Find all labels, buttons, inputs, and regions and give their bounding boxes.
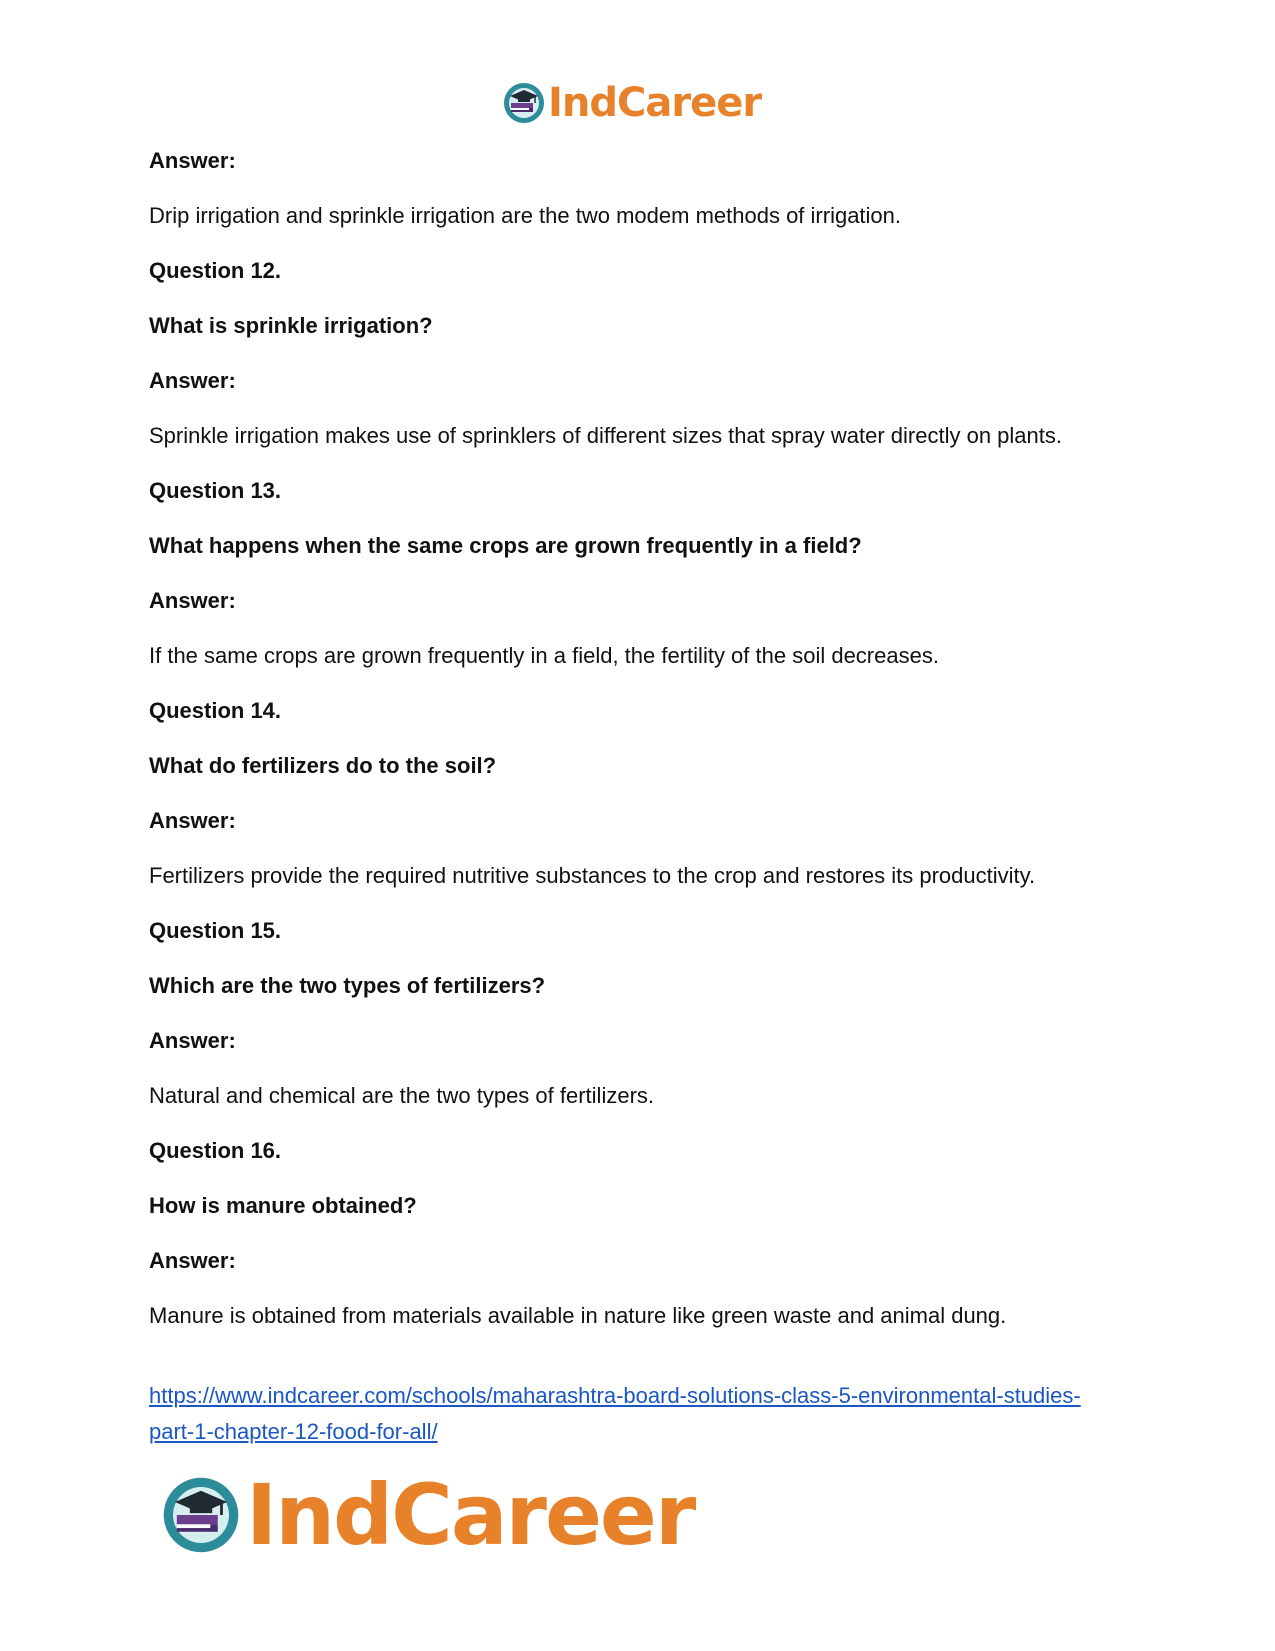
question-number: Question 16. [149, 1138, 282, 1163]
question-text: What do fertilizers do to the soil? [149, 753, 497, 778]
answer-label: Answer: [149, 808, 236, 833]
question-text: Which are the two types of fertilizers? [149, 973, 546, 998]
header-logo [502, 80, 761, 126]
document-body [149, 143, 1129, 1353]
question-text: How is manure obtained? [149, 1193, 417, 1218]
answer-text: Natural and chemical are the two types of fertilizers. [149, 1083, 655, 1108]
question-number: Question 15. [149, 918, 282, 943]
question-text: What is sprinkle irrigation? [149, 313, 433, 338]
source-link-block [149, 1378, 1129, 1450]
question-number: Question 13. [149, 478, 282, 503]
question-text: What happens when the same crops are grown frequently in a field? [149, 533, 862, 558]
answer-label: Answer: [149, 588, 236, 613]
answer-text: If the same crops are grown frequently in a field, the fertility of the soil decreases. [149, 643, 939, 668]
header-logo-text: IndCareer [548, 80, 762, 126]
question-number: Question 14. [149, 698, 282, 723]
logo-emblem-icon [160, 1474, 242, 1556]
answer-text: Sprinkle irrigation makes use of sprinklers of different sizes that spray water directly on plants. [149, 423, 1062, 448]
answer-label: Answer: [149, 1248, 236, 1273]
answer-text: Fertilizers provide the required nutritive substances to the crop and restores its productivity. [149, 863, 1036, 888]
footer-logo [160, 1466, 694, 1564]
source-link-line-1: https://www.indcareer.com/schools/maharashtra-board-solutions-class-5-environmental-studies- [149, 1383, 1081, 1408]
logo-emblem-icon [502, 81, 546, 125]
footer-logo-text: IndCareer [246, 1466, 695, 1564]
source-link-line-2: part-1-chapter-12-food-for-all/ [149, 1419, 438, 1444]
answer-label: Answer: [149, 1028, 236, 1053]
answer-text: Manure is obtained from materials available in nature like green waste and animal dung. [149, 1303, 1007, 1328]
answer-label: Answer: [149, 368, 236, 393]
answer-text: Drip irrigation and sprinkle irrigation are the two modem methods of irrigation. [149, 203, 902, 228]
question-number: Question 12. [149, 258, 282, 283]
answer-label: Answer: [149, 148, 236, 173]
source-link[interactable] [149, 1383, 1081, 1444]
